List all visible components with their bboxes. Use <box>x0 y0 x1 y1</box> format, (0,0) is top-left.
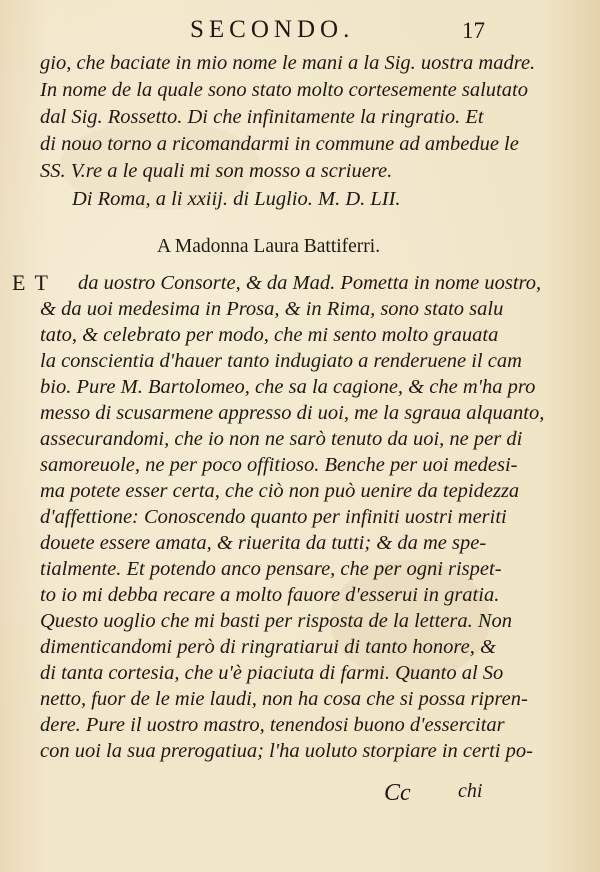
text-line: da uostro Consorte, & da Mad. Pometta in nome uostro, <box>78 272 542 294</box>
text-line: dal Sig. Rossetto. Di che infinitamente la ringratio. Et <box>40 106 484 128</box>
text-line: bio. Pure M. Bartolomeo, che sa la cagione, & che m'ha pro <box>40 376 536 398</box>
text-line: samoreuole, ne per poco offitioso. Benche per uoi medesi- <box>40 454 518 476</box>
initial-letters: E T <box>12 270 50 295</box>
text-line: ma potete esser certa, che ciò non può uenire da tepidezza <box>40 480 520 502</box>
text-line: di tanta cortesia, che u'è piaciuta di farmi. Quanto al So <box>40 662 504 684</box>
signature-mark: Cc <box>384 780 411 806</box>
text-line: la conscientia d'hauer tanto indugiato a renderuene il cam <box>40 350 522 372</box>
text-line: to io mi debba recare a molto fauore d'esserui in gratia. <box>40 584 500 606</box>
text-line: douete essere amata, & riuerita da tutti; & da me spe- <box>40 532 487 554</box>
running-head <box>0 14 600 48</box>
text-line: SS. V.re a le quali mi son mosso a scriuere. <box>40 160 393 182</box>
catchword: chi <box>458 780 483 802</box>
text-line: dere. Pure il uostro mastro, tenendosi buono d'essercitar <box>40 714 505 736</box>
text-line: dimenticandomi però di ringratiarui di tanto honore, & <box>40 636 496 658</box>
page-number: 17 <box>462 18 485 43</box>
dateline: Di Roma, a li xxiij. di Luglio. M. D. LII. <box>72 188 401 210</box>
text-line: Questo uoglio che mi basti per risposta de la lettera. Non <box>40 610 513 632</box>
running-title: SECONDO. <box>190 16 355 43</box>
text-line: di nouo torno a ricomandarmi in commune ad ambedue le <box>40 133 519 155</box>
letter-heading: A Madonna Laura Battiferri. <box>157 236 381 257</box>
text-line: gio, che baciate in mio nome le mani a la Sig. uostra madre. <box>40 52 536 74</box>
text-line: tialmente. Et potendo anco pensare, che per ogni rispet- <box>40 558 502 580</box>
text-line: tato, & celebrato per modo, che mi sento molto grauata <box>40 324 499 346</box>
text-line: In nome de la quale sono stato molto cortesemente salutato <box>40 79 528 101</box>
text-line: con uoi la sua prerogatiua; l'ha uoluto storpiare in certi po- <box>40 740 533 762</box>
text-line: messo di scusarmene appresso di uoi, me la sgraua alquanto, <box>40 402 545 424</box>
text-line: & da uoi medesima in Prosa, & in Rima, sono stato salu <box>40 298 504 320</box>
text-line: d'affettione: Conoscendo quanto per infiniti uostri meriti <box>40 506 507 528</box>
text-line: netto, fuor de le mie laudi, non ha cosa che si possa ripren- <box>40 688 528 710</box>
text-line: assecurandomi, che io non ne sarò tenuto da uoi, ne per di <box>40 428 523 450</box>
